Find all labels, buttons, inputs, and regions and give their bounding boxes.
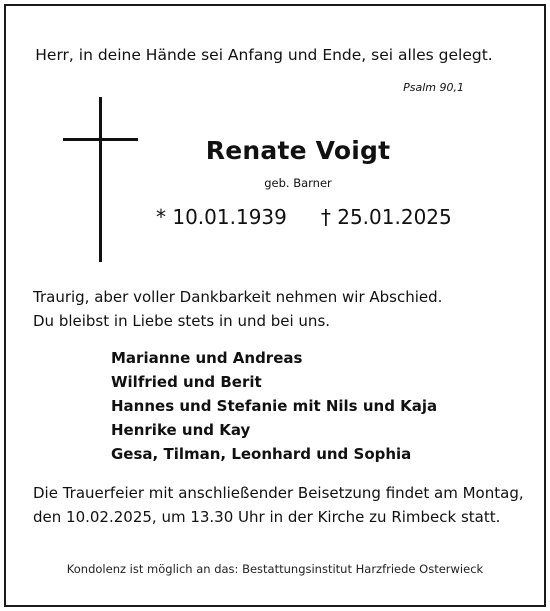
birth-date: * 10.01.1939 [156, 205, 287, 229]
farewell-line: Du bleibst in Liebe stets in und bei uns. [33, 312, 331, 330]
funeral-service-info [33, 481, 524, 529]
service-line: Die Trauerfeier mit anschließender Beisetzung findet am Montag, [33, 484, 524, 502]
bible-verse: Herr, in deine Hände sei Anfang und Ende, sei alles gelegt. [35, 46, 493, 64]
cross-horizontal-bar [63, 138, 138, 141]
family-member: Wilfried und Berit [111, 373, 262, 391]
family-member: Marianne und Andreas [111, 349, 303, 367]
cross-vertical-bar [99, 97, 102, 262]
deceased-name: Renate Voigt [205, 136, 391, 165]
death-date: † 25.01.2025 [320, 205, 452, 229]
family-member: Hannes und Stefanie mit Nils und Kaja [111, 397, 438, 415]
family-member: Gesa, Tilman, Leonhard und Sophia [111, 445, 412, 463]
farewell-text [33, 285, 442, 333]
life-dates [156, 205, 452, 229]
family-member: Henrike und Kay [111, 421, 251, 439]
farewell-line: Traurig, aber voller Dankbarkeit nehmen wir Abschied. [33, 288, 443, 306]
condolence-note: Kondolenz ist möglich an das: Bestattungsinstitut Harzfriede Osterwieck [66, 562, 484, 576]
verse-reference: Psalm 90,1 [403, 81, 464, 94]
family-list [111, 346, 437, 466]
service-line: den 10.02.2025, um 13.30 Uhr in der Kirche zu Rimbeck statt. [33, 508, 501, 526]
birth-name: geb. Barner [264, 176, 332, 190]
